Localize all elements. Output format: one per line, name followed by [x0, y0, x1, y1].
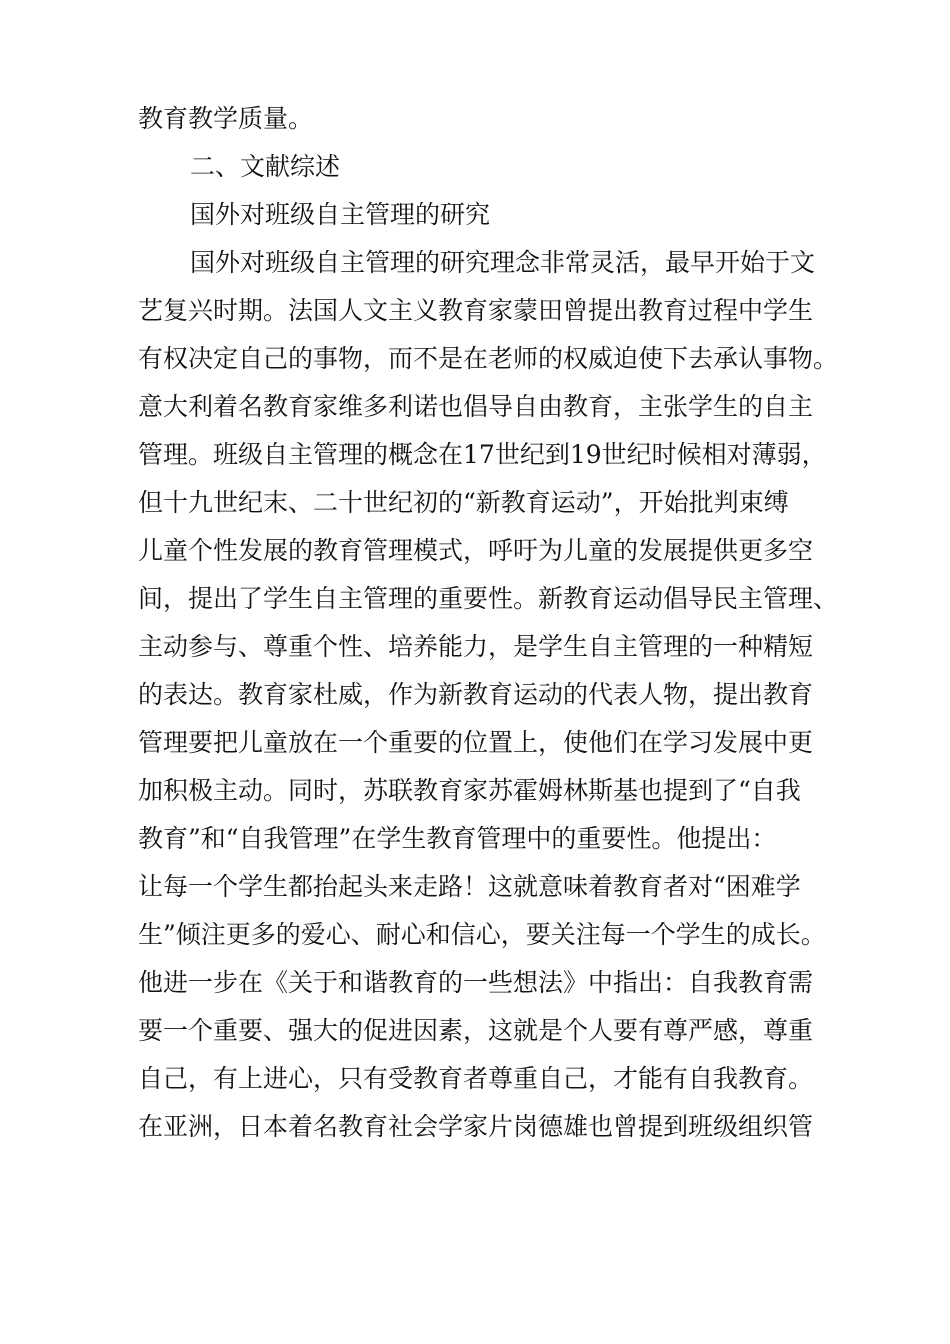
paragraph-line: 让每一个学生都抬起头来走路！这就意味着教育者对“困难学 [138, 872, 801, 901]
paragraph-line: 主动参与、尊重个性、培养能力，是学生自主管理的一种精短 [138, 632, 814, 661]
paragraph-line: 教育”和“自我管理”在学生教育管理中的重要性。他提出： [138, 824, 777, 853]
paragraph-line: 要一个重要、强大的促进因素，这就是个人要有尊严感，尊重 [138, 1016, 814, 1045]
paragraph-line: 生”倾注更多的爱心、耐心和信心，要关注每一个学生的成长。 [138, 920, 826, 949]
paragraph-line: 国外对班级自主管理的研究理念非常灵活，最早开始于文 [190, 248, 816, 277]
paragraph-line: 管理要把儿童放在一个重要的位置上，使他们在学习发展中更 [138, 728, 814, 757]
subheading: 国外对班级自主管理的研究 [190, 200, 491, 229]
paragraph-line: 自己，有上进心，只有受教育者尊重自己，才能有自我教育。 [138, 1064, 814, 1093]
paragraph-line: 加积极主动。同时，苏联教育家苏霍姆林斯基也提到了“自我 [138, 776, 801, 805]
paragraph-line: 有权决定自己的事物，而不是在老师的权威迫使下去承认事物。 [138, 344, 839, 373]
paragraph-line: 管理。班级自主管理的概念在17世纪到19世纪时候相对薄弱， [138, 440, 827, 469]
intro-tail-line: 教育教学质量。 [138, 104, 314, 133]
section-heading: 二、文献综述 [190, 152, 341, 181]
paragraph-line: 意大利着名教育家维多利诺也倡导自由教育，主张学生的自主 [138, 392, 814, 421]
paragraph-line: 但十九世纪末、二十世纪初的“新教育运动”，开始批判束缚 [138, 488, 789, 517]
paragraph-line: 间，提出了学生自主管理的重要性。新教育运动倡导民主管理、 [138, 584, 839, 613]
paragraph-line: 的表达。教育家杜威，作为新教育运动的代表人物，提出教育 [138, 680, 814, 709]
paragraph-line: 在亚洲，日本着名教育社会学家片岗德雄也曾提到班级组织管 [138, 1112, 814, 1141]
paragraph-line: 儿童个性发展的教育管理模式，呼吁为儿童的发展提供更多空 [138, 536, 814, 565]
paragraph-line: 艺复兴时期。法国人文主义教育家蒙田曾提出教育过程中学生 [138, 296, 814, 325]
paragraph-line: 他进一步在《关于和谐教育的一些想法》中指出：自我教育需 [138, 968, 814, 997]
